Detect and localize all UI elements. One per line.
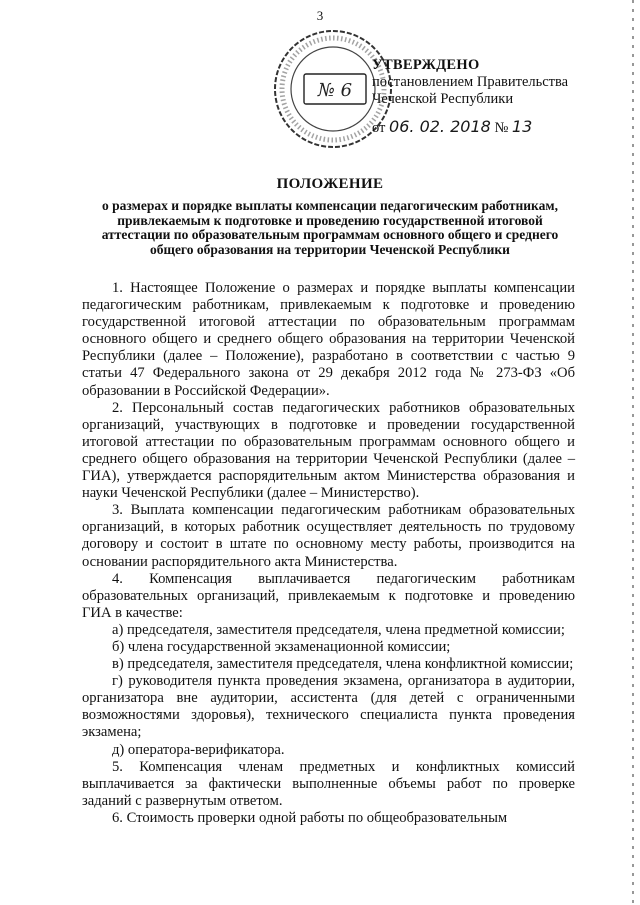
document-subtitle: о размерах и порядке выплаты компенсации педагогическим работникам, привлекаемым к подготовке и проведению государственной итоговой аттестации по образовательным программам основного общего и среднего общего образования на территории Чеченской Республики [101, 198, 559, 257]
scan-edge-artifact [632, 0, 634, 905]
paragraph-3: 3. Выплата компенсации педагогическим работникам образовательных организаций, в которых работник осуществляет деятельность по трудовому договору и состоит в штате по основному месту работы, производится на основании распорядительного акта Министерства. [82, 502, 575, 570]
paragraph-6: 6. Стоимость проверки одной работы по общеобразовательным [112, 809, 508, 826]
paragraph-4: 4. Компенсация выплачивается педагогическим работникам образовательных организаций, привлекаемым к подготовке и проведению ГИА в качестве: [82, 570, 575, 621]
document-title: ПОЛОЖЕНИЕ [276, 176, 384, 192]
date-prefix: от [372, 120, 386, 136]
handwritten-number: 13 [511, 117, 533, 136]
approval-date-line [372, 118, 568, 137]
number-prefix: № [494, 120, 509, 136]
body-text [82, 280, 575, 827]
handwritten-date: 06. 02. 2018 [389, 117, 491, 136]
page-number: 3 [316, 8, 324, 23]
title-block [60, 176, 600, 257]
approval-heading: УТВЕРЖДЕНО [372, 57, 480, 73]
list-item-g: г) руководителя пункта проведения экзамена, организатора в аудитории, организатора вне аудитории, ассистента (для детей с ограниченными возможностями здоровья), технического специалиста пункта проведения экзамена; [82, 673, 575, 741]
stamp-number-label: № 6 [317, 80, 353, 101]
list-item-d: д) оператора-верификатора. [112, 741, 285, 758]
paragraph-2: 2. Персональный состав педагогических работников образовательных организаций, участвующих в подготовке и проведении государственной итоговой аттестации по образовательным программам основного общего и среднего общего образования на территории Чеченской Республики (далее – ГИА), утверждается распорядительным актом Министерства образования и науки Чеченской Республики (далее – Министерство). [82, 399, 575, 502]
approval-line-2: Чеченской Республики [372, 91, 514, 107]
list-item-b: б) члена государственной экзаменационной комиссии; [112, 638, 451, 655]
list-item-v: в) председателя, заместителя председателя, члена конфликтной комиссии; [112, 656, 574, 673]
approval-line-1: постановлением Правительства [372, 74, 569, 90]
paragraph-5: 5. Компенсация членам предметных и конфликтных комиссий выплачивается за фактически выполненные объемы работ по проверке заданий с развернутым ответом. [82, 758, 575, 809]
approval-block [372, 57, 568, 137]
list-item-a: а) председателя, заместителя председателя, члена предметной комиссии; [112, 621, 565, 638]
paragraph-1: 1. Настоящее Положение о размерах и порядке выплаты компенсации педагогическим работникам, привлекаемым к подготовке и проведению государственной итоговой аттестации по образовательным программам основного общего и среднего общего образования на территории Чеченской Республики (далее – Положение), разработано в соответствии с частью 9 статьи 47 Федерального закона от 29 декабря 2012 года № 273-ФЗ «Об образовании в Российской Федерации». [82, 280, 575, 399]
